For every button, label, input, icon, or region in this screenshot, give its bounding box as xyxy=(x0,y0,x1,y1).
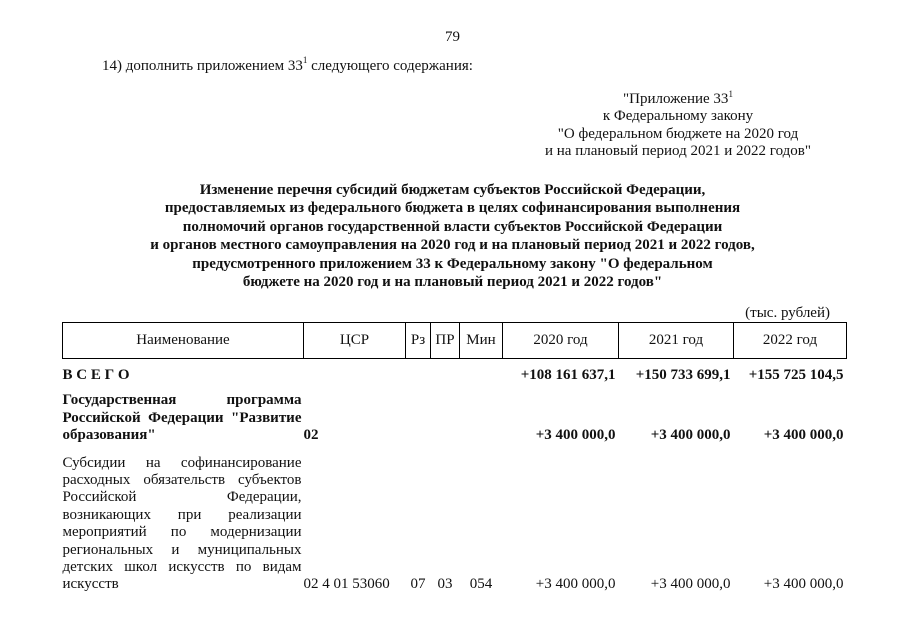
row-name-line: Субсидии на софинансирование xyxy=(62,454,302,471)
title-line: полномочий органов государственной власти субъектов Российской Федерации xyxy=(182,218,723,235)
appendix-line-1-text: "Приложение 33 xyxy=(623,91,729,107)
row-name xyxy=(63,384,304,444)
row-value-2020: +3 400 000,0 xyxy=(535,427,616,444)
subsidy-table xyxy=(62,322,847,594)
row-csr: 02 xyxy=(303,427,319,444)
row-csr xyxy=(304,359,406,385)
intro-paragraph xyxy=(102,57,473,75)
table-row-total xyxy=(63,359,847,385)
row-rz xyxy=(406,359,431,385)
row-value-2021: +3 400 000,0 xyxy=(650,427,731,444)
row-name-line: расходных обязательств субъектов xyxy=(62,472,302,489)
intro-rest: следующего содержания: xyxy=(307,58,473,74)
page-number: 79 xyxy=(445,29,460,45)
units-label: (тыс. рублей) xyxy=(745,305,830,321)
table-row xyxy=(63,384,847,444)
header-name: Наименование xyxy=(63,323,304,359)
row-value-2021: +150 733 699,1 xyxy=(635,367,731,383)
title-line: бюджете на 2020 год и на плановый период 2021 и 2022 годов" xyxy=(242,274,663,291)
row-rz xyxy=(406,384,431,444)
row-name-line: мероприятий по модернизации xyxy=(62,524,302,541)
row-name-line: возникающих при реализации xyxy=(62,506,302,523)
table-header-row xyxy=(63,323,847,359)
title-line: и органов местного самоуправления на 2020 год и на плановый период 2021 и 2022 годов, xyxy=(150,237,755,254)
row-name-line: Российской Федерации, xyxy=(62,489,302,506)
row-value-2022: +3 400 000,0 xyxy=(763,576,844,593)
header-2021: 2021 год xyxy=(619,323,734,359)
table-row xyxy=(63,445,847,594)
title-line: предоставляемых из федерального бюджета в целях софинансирования выполнения xyxy=(164,200,741,217)
header-csr: ЦСР xyxy=(304,323,406,359)
appendix-line-4: и на плановый период 2021 и 2022 годов" xyxy=(545,143,811,160)
document-title xyxy=(0,181,905,291)
appendix-line-3: "О федеральном бюджете на 2020 год xyxy=(557,125,799,142)
row-name-line: Государственная программа xyxy=(62,392,302,409)
row-min: 054 xyxy=(469,576,493,593)
row-pr: 03 xyxy=(437,576,453,593)
row-rz: 07 xyxy=(410,576,426,593)
header-rz: Рз xyxy=(406,323,431,359)
row-name-line: образования" xyxy=(62,427,156,444)
appendix-superscript: 1 xyxy=(728,89,733,99)
intro-text: 14) дополнить приложением 33 xyxy=(102,58,303,74)
row-value-2022: +155 725 104,5 xyxy=(748,367,844,383)
title-line: Изменение перечня субсидий бюджетам субъектов Российской Федерации, xyxy=(199,182,706,198)
row-pr xyxy=(431,384,460,444)
appendix-line-1 xyxy=(478,91,878,108)
row-name-line: искусств xyxy=(62,576,119,593)
row-name xyxy=(63,445,304,594)
table-head xyxy=(63,323,847,359)
appendix-heading xyxy=(478,91,878,161)
header-2020: 2020 год xyxy=(503,323,619,359)
header-2022: 2022 год xyxy=(734,323,847,359)
intro-superscript: 1 xyxy=(302,55,308,65)
row-min xyxy=(460,384,503,444)
row-name-line: региональных и муниципальных xyxy=(62,541,302,558)
row-min xyxy=(460,359,503,385)
header-pr: ПР xyxy=(431,323,460,359)
row-name-line: В С Е Г О xyxy=(62,367,130,383)
row-value-2022: +3 400 000,0 xyxy=(763,427,844,444)
appendix-line-2: к Федеральному закону xyxy=(602,108,754,125)
row-value-2020: +3 400 000,0 xyxy=(535,576,616,593)
row-name xyxy=(63,359,304,385)
row-value-2021: +3 400 000,0 xyxy=(650,576,731,593)
row-value-2020: +108 161 637,1 xyxy=(520,367,616,383)
row-name-line: Российской Федерации "Развитие xyxy=(62,409,302,426)
row-csr: 02 4 01 53060 xyxy=(303,576,390,593)
row-name-line: детских школ искусств по видам xyxy=(62,559,302,576)
table-body xyxy=(63,359,847,594)
title-line: предусмотренного приложением 33 к Федеральному закону "О федеральном xyxy=(192,255,713,272)
header-min: Мин xyxy=(460,323,503,359)
row-pr xyxy=(431,359,460,385)
